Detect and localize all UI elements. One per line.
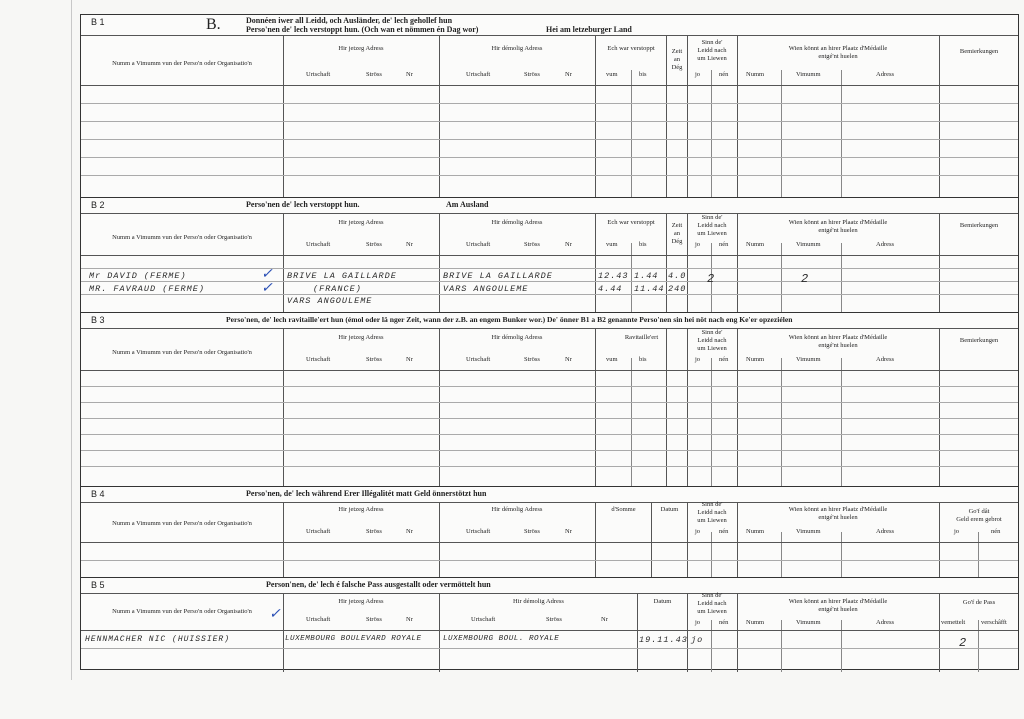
header-firstname: Vimumm [796,356,821,363]
header-address: Adress [876,356,895,363]
entry-to: 1.44 [634,271,659,281]
header-alive: Sinn de' [701,214,723,221]
section-b4 [81,486,1018,578]
header-name: Numm a Vimumm vun der Perso'n oder Organisatio'n [112,349,252,356]
header-no: nén [719,241,729,248]
header-yes: jo [954,528,960,535]
header-alive-3: um Liewen [697,55,727,62]
entry-name: Mr DAVID (FERME) [89,271,187,281]
header-no: nén [719,71,729,78]
header-no: nén [719,619,729,626]
entry-current-address: LUXEMBOURG BOULEVARD ROYALE [285,635,422,643]
header-stross: Ströss [366,356,382,363]
header-alive: Sinn de' [701,501,723,508]
entry-former-address: BRIVE LA GAILLARDE [443,271,553,281]
header-supplied: Ravitaille'ert [624,334,659,341]
header-urtschaft: Urtschaft [306,616,331,623]
entry-from: 4.44 [598,284,623,294]
header-to: bis [639,71,647,78]
section-title: Perso'nen, de' lech während Erer Illégalitét matt Geld önnerstötzt hun [246,489,487,498]
entry-alive: 2 [707,272,716,286]
checkmark-icon: ✓ [261,267,273,282]
header-time-3: Dég [671,238,683,245]
header-alive-3: um Liewen [697,517,727,524]
header-address: Adress [876,528,895,535]
header-from: vum [606,241,618,248]
entry-medal: 2 [801,272,810,286]
header-date: Datum [660,506,679,513]
header-stross: Ströss [524,356,540,363]
section-b1 [81,15,1018,197]
header-medal-2: entgé'nt huelen [818,53,858,60]
header-urtschaft: Urtschaft [306,241,331,248]
section-title-2: Am Ausland [446,200,489,209]
header-money-returned-2: Geld erem gebrot [956,516,1002,523]
entry-name: HENNMACHER NIC (HUISSIER) [85,635,231,644]
header-time: Zeit [671,48,683,55]
header-yes: jo [695,619,701,626]
header-money-returned: Go'f dât [968,508,990,515]
entry-current-address: BRIVE LA GAILLARDE [287,271,397,281]
section-title: Perso'nen de' lech verstoppt hun. [246,200,360,209]
header-sum: d'Somme [611,506,636,513]
header-time: Zeit [671,222,683,229]
header-from: vum [606,71,618,78]
header-urtschaft: Urtschaft [306,71,331,78]
header-stross: Ströss [524,241,540,248]
header-current-address: Hir jetzeg Adress [338,219,384,226]
header-time-2: an [673,230,681,237]
header-medal: Wien könnt an hirer Plaatz d'Médaille [788,45,888,52]
header-stross: Ströss [366,528,382,535]
section-subtitle-2: Hei am letzeburger Land [546,25,632,34]
header-alive-2: Leidd nach [697,47,727,54]
header-no: nén [991,528,1001,535]
entry-current-address-2: VARS ANGOULEME [287,296,373,306]
section-id: B 2 [91,200,105,210]
section-title: Perso'nen, de' lech ravitaille'ert hun (émol oder lä nger Zeit, wann der z.B. an engem Bunker wor.) De' önner B1 a B2 genannte Perso'nen sin hei nöt nach eng Ke'er opzeziélen [226,315,793,324]
entry-current-address-country: (FRANCE) [313,284,362,294]
header-current-address: Hir jetzeg Adress [338,598,384,605]
header-medal-2: entgé'nt huelen [818,342,858,349]
header-alive-3: um Liewen [697,345,727,352]
header-nr: Nr [565,528,572,535]
big-letter: B. [206,16,221,33]
header-surname: Numm [746,356,765,363]
header-former-address: Hir démolig Adress [491,219,543,226]
header-urtschaft: Urtschaft [466,356,491,363]
header-firstname: Vimumm [796,528,821,535]
header-stross: Ströss [366,241,382,248]
header-to: bis [639,356,647,363]
header-nr: Nr [565,71,572,78]
header-date: Datum [653,598,672,605]
section-id: B 4 [91,489,105,499]
header-remarks: Bemierkungen [959,337,999,344]
header-yes: jo [695,528,701,535]
header-nr: Nr [406,241,413,248]
header-procured: verschâfft [981,619,1007,626]
header-alive-2: Leidd nach [697,337,727,344]
header-nr: Nr [406,356,413,363]
header-nr: Nr [565,356,572,363]
section-b2 [81,197,1018,313]
section-b3 [81,312,1018,487]
header-to: bis [639,241,647,248]
entry-former-address: LUXEMBOURG BOUL. ROYALE [443,635,560,643]
entry-pass: 2 [959,636,968,650]
questionnaire-form [80,14,1019,670]
header-nr: Nr [601,616,608,623]
header-stross: Ströss [366,616,382,623]
header-stross: Ströss [524,71,540,78]
header-firstname: Vimumm [796,241,821,248]
header-stross: Ströss [366,71,382,78]
entry-name: MR. FAVRAUD (FERME) [89,284,205,294]
header-hidden: Ech war verstoppt [607,45,655,52]
header-medal-2: entgé'nt huelen [818,227,858,234]
checkmark-icon: ✓ [261,281,273,296]
header-urtschaft: Urtschaft [306,528,331,535]
header-remarks: Bemierkungen [959,222,999,229]
header-firstname: Vimumm [796,71,821,78]
entry-days: 4.0 [668,271,687,281]
section-title: Donnéen iwer all Leidd, och Ausländer, de' lech gehollef hun [246,16,453,25]
section-id: B 5 [91,580,105,590]
header-urtschaft: Urtschaft [466,241,491,248]
header-nr: Nr [565,241,572,248]
header-mediated: vemettelt [941,619,966,626]
header-name: Numm a Vimumm vun der Perso'n oder Organisatio'n [112,234,252,241]
header-medal-2: entgé'nt huelen [818,514,858,521]
header-stross: Ströss [524,528,540,535]
header-nr: Nr [406,616,413,623]
header-name: Numm a Vimumm vun der Perso'n oder Organisatio'n [112,520,252,527]
header-alive: Sinn de' [701,39,723,46]
section-subtitle: Perso'nen de' lech verstoppt hun. (Och wan et nömmen én Dag wor) [246,25,479,34]
section-b5 [81,577,1018,672]
header-alive: Sinn de' [701,592,723,599]
header-medal: Wien könnt an hirer Plaatz d'Médaille [788,598,888,605]
header-medal: Wien könnt an hirer Plaatz d'Médaille [788,506,888,513]
header-surname: Numm [746,528,765,535]
header-no: nén [719,356,729,363]
entry-to: 11.44 [634,284,665,294]
header-medal: Wien könnt an hirer Plaatz d'Médaille [788,219,888,226]
header-alive-2: Leidd nach [697,509,727,516]
header-from: vum [606,356,618,363]
header-yes: jo [695,356,701,363]
header-alive-3: um Liewen [697,608,727,615]
header-remarks: Bemierkungen [959,48,999,55]
entry-from: 12.43 [598,271,629,281]
section-id: B 3 [91,315,105,325]
entry-alive-yes: jo [691,635,704,645]
header-name: Numm a Vimumm vun der Perso'n oder Organisatio'n [112,60,252,67]
header-former-address: Hir démolig Adress [491,506,543,513]
header-alive-2: Leidd nach [697,222,727,229]
header-current-address: Hir jetzeg Adress [338,45,384,52]
header-yes: jo [695,71,701,78]
header-surname: Numm [746,71,765,78]
header-urtschaft: Urtschaft [471,616,496,623]
header-time-3: Dég [671,64,683,71]
header-pass-given: Go'f de Pass [962,599,996,606]
header-alive-2: Leidd nach [697,600,727,607]
header-address: Adress [876,71,895,78]
header-current-address: Hir jetzeg Adress [338,506,384,513]
header-urtschaft: Urtschaft [466,528,491,535]
header-alive-3: um Liewen [697,230,727,237]
header-medal-2: entgé'nt huelen [818,606,858,613]
header-former-address: Hir démolig Adress [491,334,543,341]
section-title: Person'nen, de' lech é falsche Pass ausgestallt oder vermöttelt hun [266,580,491,589]
header-address: Adress [876,619,895,626]
header-former-address: Hir démolig Adress [513,598,564,605]
left-margin-line [71,0,72,680]
header-medal: Wien könnt an hirer Plaatz d'Médaille [788,334,888,341]
header-hidden: Ech war verstoppt [607,219,655,226]
header-nr: Nr [406,71,413,78]
header-firstname: Vimumm [796,619,821,626]
header-urtschaft: Urtschaft [466,71,491,78]
header-surname: Numm [746,241,765,248]
header-urtschaft: Urtschaft [306,356,331,363]
header-current-address: Hir jetzeg Adress [338,334,384,341]
entry-days: 240 [668,284,687,294]
header-yes: jo [695,241,701,248]
header-address: Adress [876,241,895,248]
header-stross: Ströss [546,616,562,623]
checkmark-icon: ✓ [269,607,281,622]
header-nr: Nr [406,528,413,535]
header-name: Numm a Vimumm vun der Perso'n oder Organisatio'n [112,608,252,615]
entry-former-address: VARS ANGOULEME [443,284,529,294]
header-alive: Sinn de' [701,329,723,336]
entry-date: 19.11.43 [639,635,688,645]
section-id: B 1 [91,17,105,27]
header-surname: Numm [746,619,765,626]
header-no: nén [719,528,729,535]
header-time-2: an [673,56,681,63]
header-former-address: Hir démolig Adress [491,45,543,52]
